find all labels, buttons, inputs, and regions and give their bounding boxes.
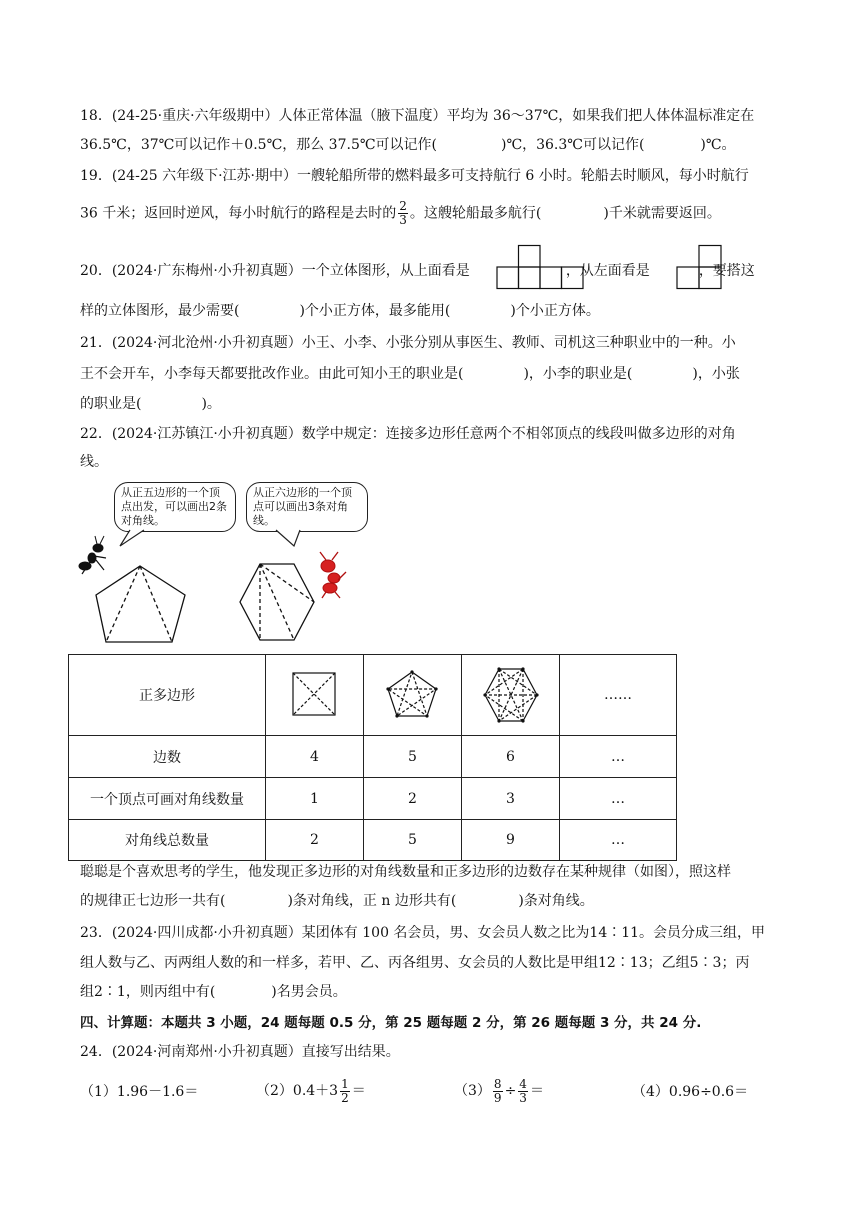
q22-line1: 22．(2024·江苏镇江·小升初真题）数学中规定：连接多边形任意两个不相邻顶点的线段叫做多边形的对角: [80, 426, 736, 442]
square-cell: [266, 655, 364, 736]
q20-text-c: ，要搭这: [698, 263, 755, 279]
row-header-sides: 边数: [69, 736, 266, 778]
pentagon-diagonals-icon: [364, 665, 461, 725]
fraction-two-thirds: [398, 200, 408, 227]
q21-text-e: )。: [201, 396, 221, 412]
red-ant-icon: [320, 552, 346, 598]
q23-line1: 23．(2024·四川成都·小升初真题）某团体有 100 名会员，男、女会员人数之比为14∶11。会员分成三组，甲: [80, 925, 766, 941]
table-cell: 2: [364, 778, 462, 820]
q24-part2: [256, 1076, 366, 1106]
table-cell: 2: [266, 820, 364, 861]
table-cell: …: [560, 820, 677, 861]
fraction-denominator: 2: [341, 1090, 349, 1105]
fraction-one-half: [340, 1078, 350, 1105]
hexagon-diagonals-icon: [462, 663, 559, 727]
q22-line2: 线。: [80, 454, 108, 470]
q21-line1: 21．(2024·河北沧州·小升初真题）小王、小李、小张分别从事医生、教师、司机这三种职业中的一种。小: [80, 335, 736, 351]
fraction-denominator: 3: [399, 213, 407, 227]
bubble-tail-right: [276, 530, 300, 546]
q20-text-b: ，从左面看是: [565, 263, 650, 279]
q24-part3-text: （3）: [454, 1083, 491, 1099]
q19-text-a: 36 千米；返回时逆风，每小时航行的路程是去时的: [80, 205, 397, 222]
speech-bubble-hexagon: 从正六边形的一个顶点可以画出3条对角线。: [246, 482, 368, 532]
fraction-numerator: 2: [399, 199, 407, 213]
square-diagonals-icon: [266, 665, 363, 725]
table-cell: 4: [266, 736, 364, 778]
q21-line2: [80, 364, 740, 384]
q19-line2: [80, 200, 721, 227]
top-view-figure: [496, 244, 586, 290]
q20-text-d: 样的立体图形，最少需要(: [80, 303, 240, 319]
q24-part3-equals: ＝: [529, 1083, 544, 1099]
q20-line2: [80, 301, 600, 321]
bubble-tail-left: [120, 530, 144, 546]
table-row: [69, 820, 677, 861]
table-cell: 9: [462, 820, 560, 861]
q22-text-b: )条对角线，正 n 边形共有(: [287, 893, 457, 909]
table-cell: 6: [462, 736, 560, 778]
q21-text-b: )，小李的职业是(: [523, 366, 633, 382]
q22-after-line2: [80, 891, 594, 911]
pentagon-figure: [96, 566, 185, 642]
table-cell: …: [560, 778, 677, 820]
fraction-numerator: 1: [341, 1076, 349, 1091]
row-header-shape: 正多边形: [69, 655, 266, 736]
q19-line1: 19．(24-25 六年级下·江苏·期中）一艘轮船所带的燃料最多可支持航行 6 小时。轮船去时顺风，每小时航行: [80, 168, 749, 184]
fraction-denominator: 9: [493, 1090, 502, 1105]
etc-cell: ……: [560, 655, 677, 736]
q21-text-c: )，小张: [692, 366, 740, 382]
row-header-total: 对角线总数量: [69, 820, 266, 861]
q23-line3: [80, 982, 347, 1002]
table-cell: 3: [462, 778, 560, 820]
row-header-per-vertex: 一个顶点可画对角线数量: [69, 778, 266, 820]
polygons-illustration: [60, 520, 380, 650]
table-cell: 1: [266, 778, 364, 820]
q19-text-c: )千米就需要返回。: [603, 205, 721, 222]
q18-text-b: )℃，36.3℃可以记作(: [500, 137, 645, 153]
q19-text-b: 。这艘轮船最多航行(: [409, 205, 542, 222]
table-cell: 5: [364, 736, 462, 778]
fraction-denominator: 3: [519, 1090, 527, 1105]
q24-part3: [454, 1076, 544, 1106]
q24-part1: （1）1.96－1.6＝: [80, 1084, 199, 1100]
q21-text-d: 的职业是(: [80, 396, 142, 412]
q20-text-a: 20．(2024·广东梅州·小升初真题）一个立体图形，从上面看是: [80, 263, 470, 279]
division-sign: ÷: [504, 1083, 517, 1099]
q18-text-c: )℃。: [700, 137, 736, 153]
speech-bubble-pentagon: 从正五边形的一个顶点出发，可以画出2条对角线。: [114, 482, 236, 532]
q24-title: 24．(2024·河南郑州·小升初真题）直接写出结果。: [80, 1044, 400, 1060]
q18-line1: 18．(24-25·重庆·六年级期中）人体正常体温（腋下温度）平均为 36～37℃，如果我们把人体体温标准定在: [80, 108, 755, 124]
hexagon-cell: [462, 655, 560, 736]
q23-line2: 组人数与乙、丙两组人数的和一样多，若甲、乙、丙各组男、女会员的人数比是甲组12∶13；乙组5∶3；丙: [80, 955, 750, 971]
q20-line1: [80, 261, 755, 281]
q22-after-line1: 聪聪是个喜欢思考的学生，他发现正多边形的对角线数量和正多边形的边数存在某种规律（如图），照这样: [80, 864, 731, 880]
ant-icon: [79, 536, 106, 574]
table-cell: 5: [364, 820, 462, 861]
q22-text-a: 的规律正七边形一共有(: [80, 893, 226, 909]
q23-text-a: 组2∶1，则丙组中有(: [80, 984, 216, 1000]
table-row: [69, 736, 677, 778]
q23-text-b: )名男会员。: [271, 984, 347, 1000]
fraction-numerator: 4: [519, 1076, 527, 1091]
section-heading: 四、计算题：本题共 3 小题，24 题每题 0.5 分，第 25 题每题 2 分，第 26 题每题 3 分，共 24 分.: [80, 1015, 702, 1031]
q22-text-c: )条对角线。: [518, 893, 594, 909]
q18-line2: [80, 135, 736, 155]
q20-text-f: )个小正方体。: [510, 303, 600, 319]
left-view-figure: [676, 244, 724, 290]
table-row: [69, 655, 677, 736]
pentagon-cell: [364, 655, 462, 736]
q20-text-e: )个小正方体，最多能用(: [299, 303, 451, 319]
q21-text-a: 王不会开车，小李每天都要批改作业。由此可知小王的职业是(: [80, 366, 464, 382]
q24-part2-text: （2）0.4＋3: [256, 1083, 339, 1099]
fraction-four-thirds: [518, 1078, 528, 1105]
q21-line3: [80, 394, 221, 414]
hexagon-figure: [240, 564, 314, 640]
q24-part4: （4）0.96÷0.6＝: [632, 1084, 749, 1100]
table-row: [69, 778, 677, 820]
polygon-diagonal-table: [68, 654, 677, 861]
fraction-numerator: 8: [493, 1076, 502, 1091]
q24-part2-equals: ＝: [351, 1083, 366, 1099]
fraction-eight-ninths: [493, 1078, 503, 1105]
table-cell: …: [560, 736, 677, 778]
q18-text-a: 36.5℃，37℃可以记作＋0.5℃，那么 37.5℃可以记作(: [80, 137, 437, 153]
